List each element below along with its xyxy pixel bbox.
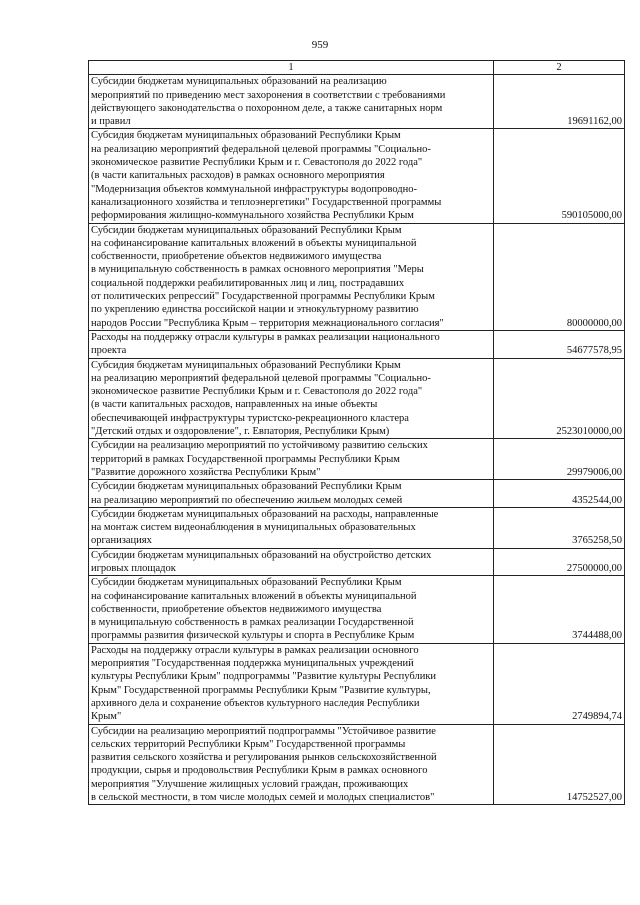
table-header-row (89, 61, 625, 75)
row-amount: 14752527,00 (494, 724, 625, 805)
table-row (89, 358, 625, 439)
table-row (89, 643, 625, 724)
table-row (89, 223, 625, 330)
row-amount: 590105000,00 (494, 129, 625, 223)
row-amount: 27500000,00 (494, 548, 625, 576)
row-amount: 54677578,95 (494, 330, 625, 358)
row-amount: 19691162,00 (494, 75, 625, 129)
row-amount: 3765258,50 (494, 507, 625, 548)
column-header-1: 1 (89, 61, 494, 75)
row-description: Субсидия бюджетам муниципальных образований Республики Крым на реализацию мероприятий федеральной целевой программы "Социально- экономическое развитие Республики Крым и г. Севастополя до 2022 года" (в части капитальных расходов) в рамках основного мероприятия "Модернизация объектов коммунальной инфраструктуры водопроводно- канализационного хозяйства и теплоэнергетики" Государственной программы реформирования жилищно-коммунального хозяйства Республики Крым (89, 129, 494, 223)
row-amount: 4352544,00 (494, 480, 625, 508)
row-description: Субсидии на реализацию мероприятий по устойчивому развитию сельских территорий в рамках Государственной программы Республики Крым "Развитие дорожного хозяйства Республики Крым" (89, 439, 494, 480)
budget-table (88, 60, 625, 805)
row-amount: 2523010000,00 (494, 358, 625, 439)
row-amount: 2749894,74 (494, 643, 625, 724)
row-description: Расходы на поддержку отрасли культуры в рамках реализации национального проекта (89, 330, 494, 358)
row-description: Субсидия бюджетам муниципальных образований Республики Крым на реализацию мероприятий федеральной целевой программы "Социально- экономическое развитие Республики Крым и г. Севастополя до 2022 года" (в части капитальных расходов, направленных на иные объекты обеспечивающей инфраструктуры туристско-рекреационного кластера "Детский отдых и оздоровление", г. Евпатория, Республики Крым) (89, 358, 494, 439)
table-row (89, 75, 625, 129)
row-amount: 29979006,00 (494, 439, 625, 480)
table-row (89, 548, 625, 576)
column-header-2: 2 (494, 61, 625, 75)
table-row (89, 129, 625, 223)
table-row (89, 507, 625, 548)
row-amount: 3744488,00 (494, 576, 625, 643)
table-row (89, 724, 625, 805)
table-row (89, 480, 625, 508)
page-number: 959 (311, 39, 329, 51)
row-description: Субсидии на реализацию мероприятий подпрограммы "Устойчивое развитие сельских территорий Республики Крым" Государственной программы развития сельского хозяйства и регулирования рынков сельскохозяйственной продукции, сырья и продовольствия Республики Крым в рамках основного мероприятия "Улучшение жилищных условий граждан, проживающих в сельской местности, в том числе молодых семей и молодых специалистов" (89, 724, 494, 805)
row-description: Расходы на поддержку отрасли культуры в рамках реализации основного мероприятия "Государственная поддержка муниципальных учреждений культуры Республики Крым" подпрограммы "Развитие культуры Республики Крым" Государственной программы Республики Крым "Развитие культуры, архивного дела и сохранение объектов культурного наследия Республики Крым" (89, 643, 494, 724)
table-row (89, 330, 625, 358)
row-description: Субсидии бюджетам муниципальных образований на расходы, направленные на монтаж систем видеонаблюдения в муниципальных образовательных организациях (89, 507, 494, 548)
row-description: Субсидии бюджетам муниципальных образований Республики Крым на софинансирование капитальных вложений в объекты муниципальной собственности, приобретение объектов недвижимого имущества в муниципальную собственность в рамках реализации Государственной программы развития физической культуры и спорта в Республике Крым (89, 576, 494, 643)
row-description: Субсидии бюджетам муниципальных образований на обустройство детских игровых площадок (89, 548, 494, 576)
row-amount: 80000000,00 (494, 223, 625, 330)
table-row (89, 576, 625, 643)
row-description: Субсидии бюджетам муниципальных образований Республики Крым на софинансирование капитальных вложений в объекты муниципальной собственности, приобретение объектов недвижимого имущества в муниципальную собственность в рамках основного мероприятия "Меры социальной поддержки реабилитированных лиц и лиц, пострадавших от политических репрессий" Государственной программы Республики Крым по укреплению единства российской нации и этнокультурному развитию народов России "Республика Крым – территория межнационального согласия" (89, 223, 494, 330)
table-row (89, 439, 625, 480)
row-description: Субсидии бюджетам муниципальных образований на реализацию мероприятий по приведению мест захоронения в соответствии с требованиями действующего законодательства о похоронном деле, а также санитарных норм и правил (89, 75, 494, 129)
row-description: Субсидии бюджетам муниципальных образований Республики Крым на реализацию мероприятий по обеспечению жильем молодых семей (89, 480, 494, 508)
